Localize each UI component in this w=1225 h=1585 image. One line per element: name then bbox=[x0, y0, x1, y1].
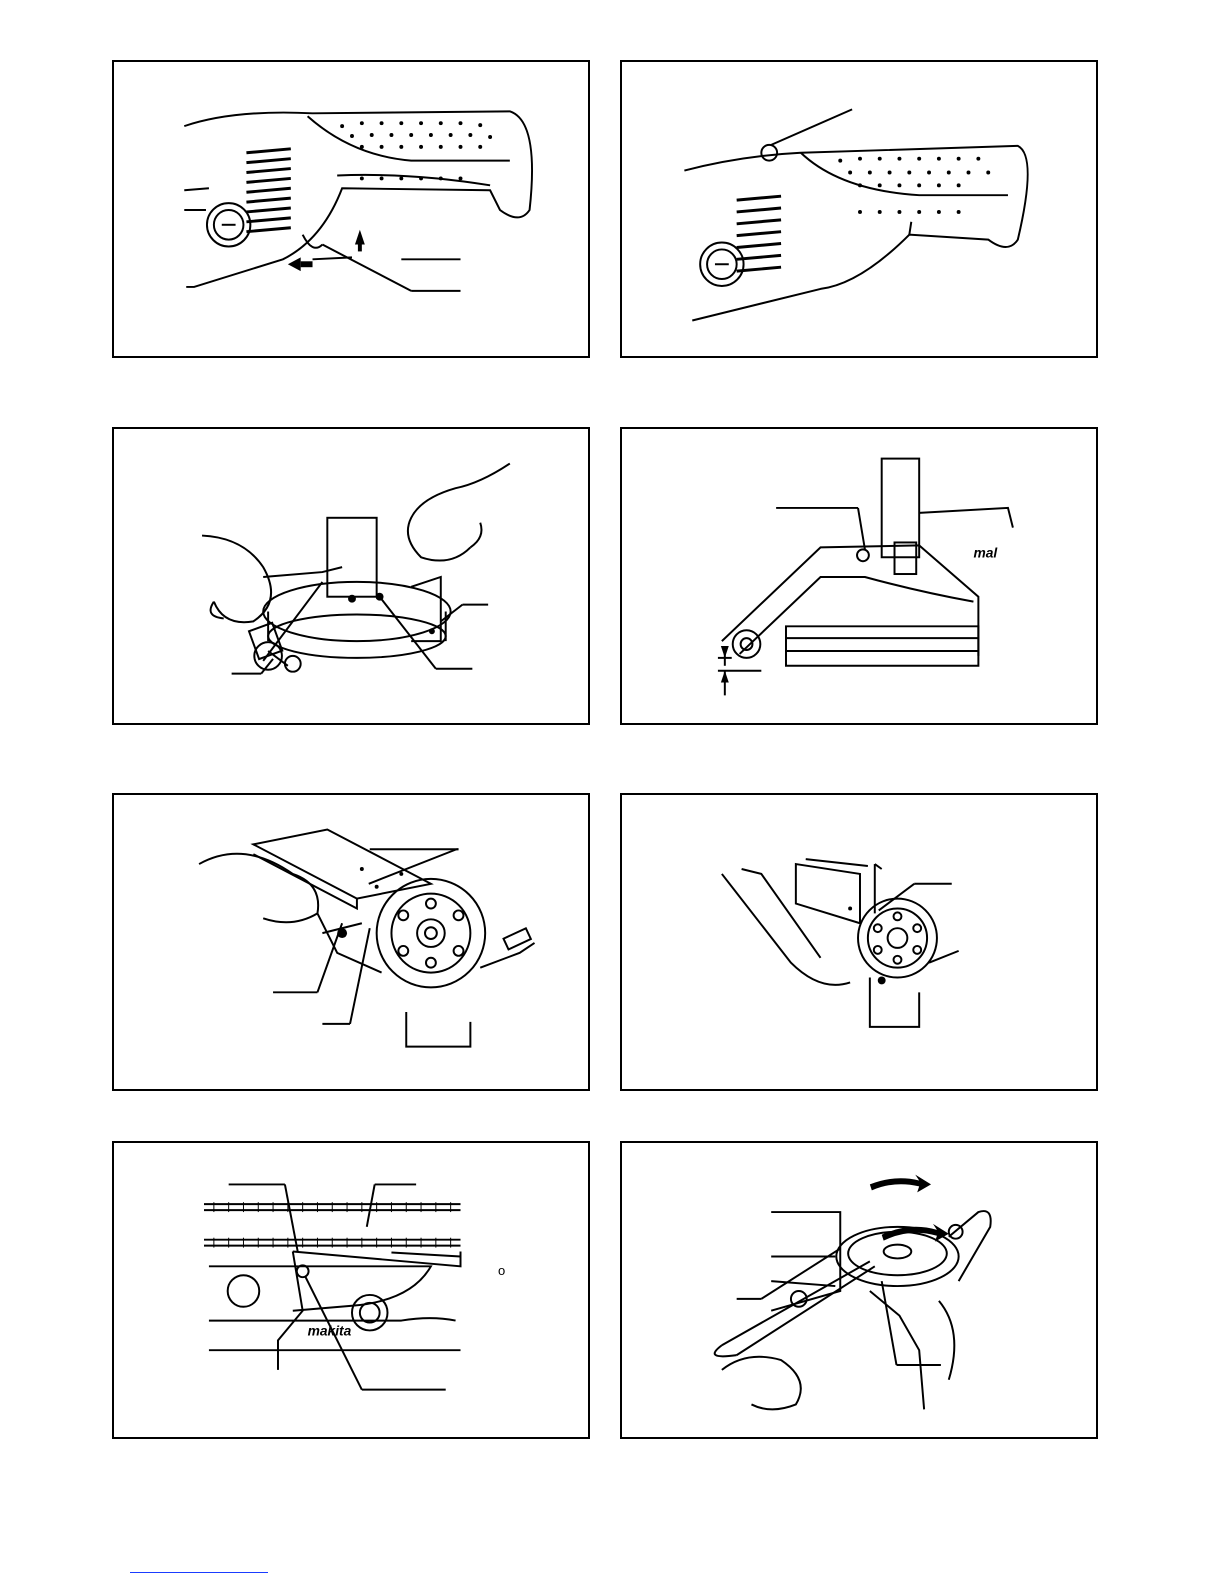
figure-6-panel bbox=[620, 793, 1098, 1091]
degree-mark: o bbox=[498, 1263, 506, 1278]
svg-text:makita: makita bbox=[307, 1322, 352, 1339]
figure-7-panel bbox=[112, 1141, 590, 1439]
footer-link-line bbox=[130, 1572, 268, 1573]
figure-1-panel bbox=[112, 60, 590, 358]
svg-text:mal: mal bbox=[973, 544, 998, 561]
figure-5-panel bbox=[112, 793, 590, 1091]
figure-4-illustration bbox=[622, 429, 1096, 723]
figure-3-panel bbox=[112, 427, 590, 725]
figure-4-panel bbox=[620, 427, 1098, 725]
figure-8-panel bbox=[620, 1141, 1098, 1439]
figure-6-illustration bbox=[622, 795, 1096, 1089]
figure-2-illustration bbox=[622, 62, 1096, 356]
figure-5-illustration bbox=[114, 795, 588, 1089]
figure-2-panel bbox=[620, 60, 1098, 358]
figure-7-illustration bbox=[114, 1143, 588, 1437]
figure-1-illustration bbox=[114, 62, 588, 356]
figure-3-illustration bbox=[114, 429, 588, 723]
figure-8-illustration bbox=[622, 1143, 1096, 1437]
